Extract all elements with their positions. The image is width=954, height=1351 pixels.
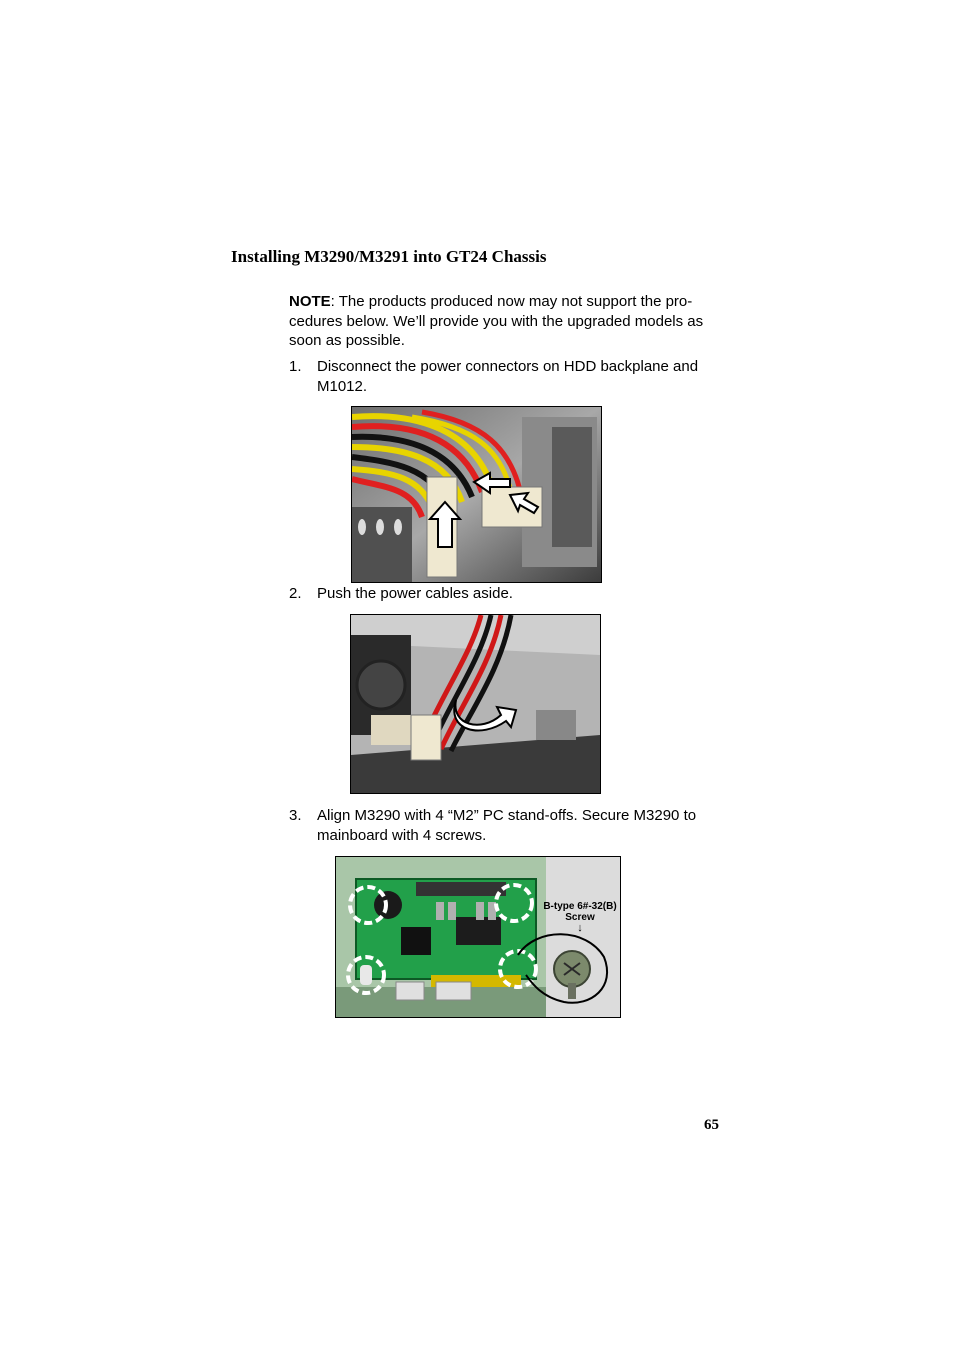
photo-1-illustration (352, 407, 601, 582)
photo-2-illustration (351, 615, 600, 793)
photo-push-cables-aside (350, 614, 601, 794)
section-title: Installing M3290/M3291 into GT24 Chassis (231, 247, 547, 266)
step-number: 2. (289, 585, 302, 602)
note-label: NOTE (289, 293, 331, 310)
down-arrow-icon: ↓ (577, 922, 583, 934)
note-paragraph (289, 292, 729, 351)
step-number: 3. (289, 807, 302, 824)
step-text: Align M3290 with 4 “M2” PC stand-offs. Secure M3290 to mainboard with 4 screws. (317, 807, 697, 844)
page-number: 65 (704, 1117, 719, 1133)
step-text: Push the power cables aside. (317, 585, 513, 602)
photo-3-illustration (336, 857, 620, 1017)
step-text: Disconnect the power connectors on HDD backplane and M1012. (317, 358, 699, 395)
screw-text: Screw (565, 912, 595, 923)
step-number: 1. (289, 358, 302, 375)
note-text: : The products produced now may not support the pro- cedures below. We’ll provide you with the upgraded models as soon as possible. (289, 293, 704, 349)
photo-mount-m3290-board (335, 856, 621, 1018)
photo-disconnect-power-connectors (351, 406, 602, 583)
screw-type-text: B-type 6#-32(B) (543, 901, 617, 912)
screw-callout-label (534, 901, 621, 923)
